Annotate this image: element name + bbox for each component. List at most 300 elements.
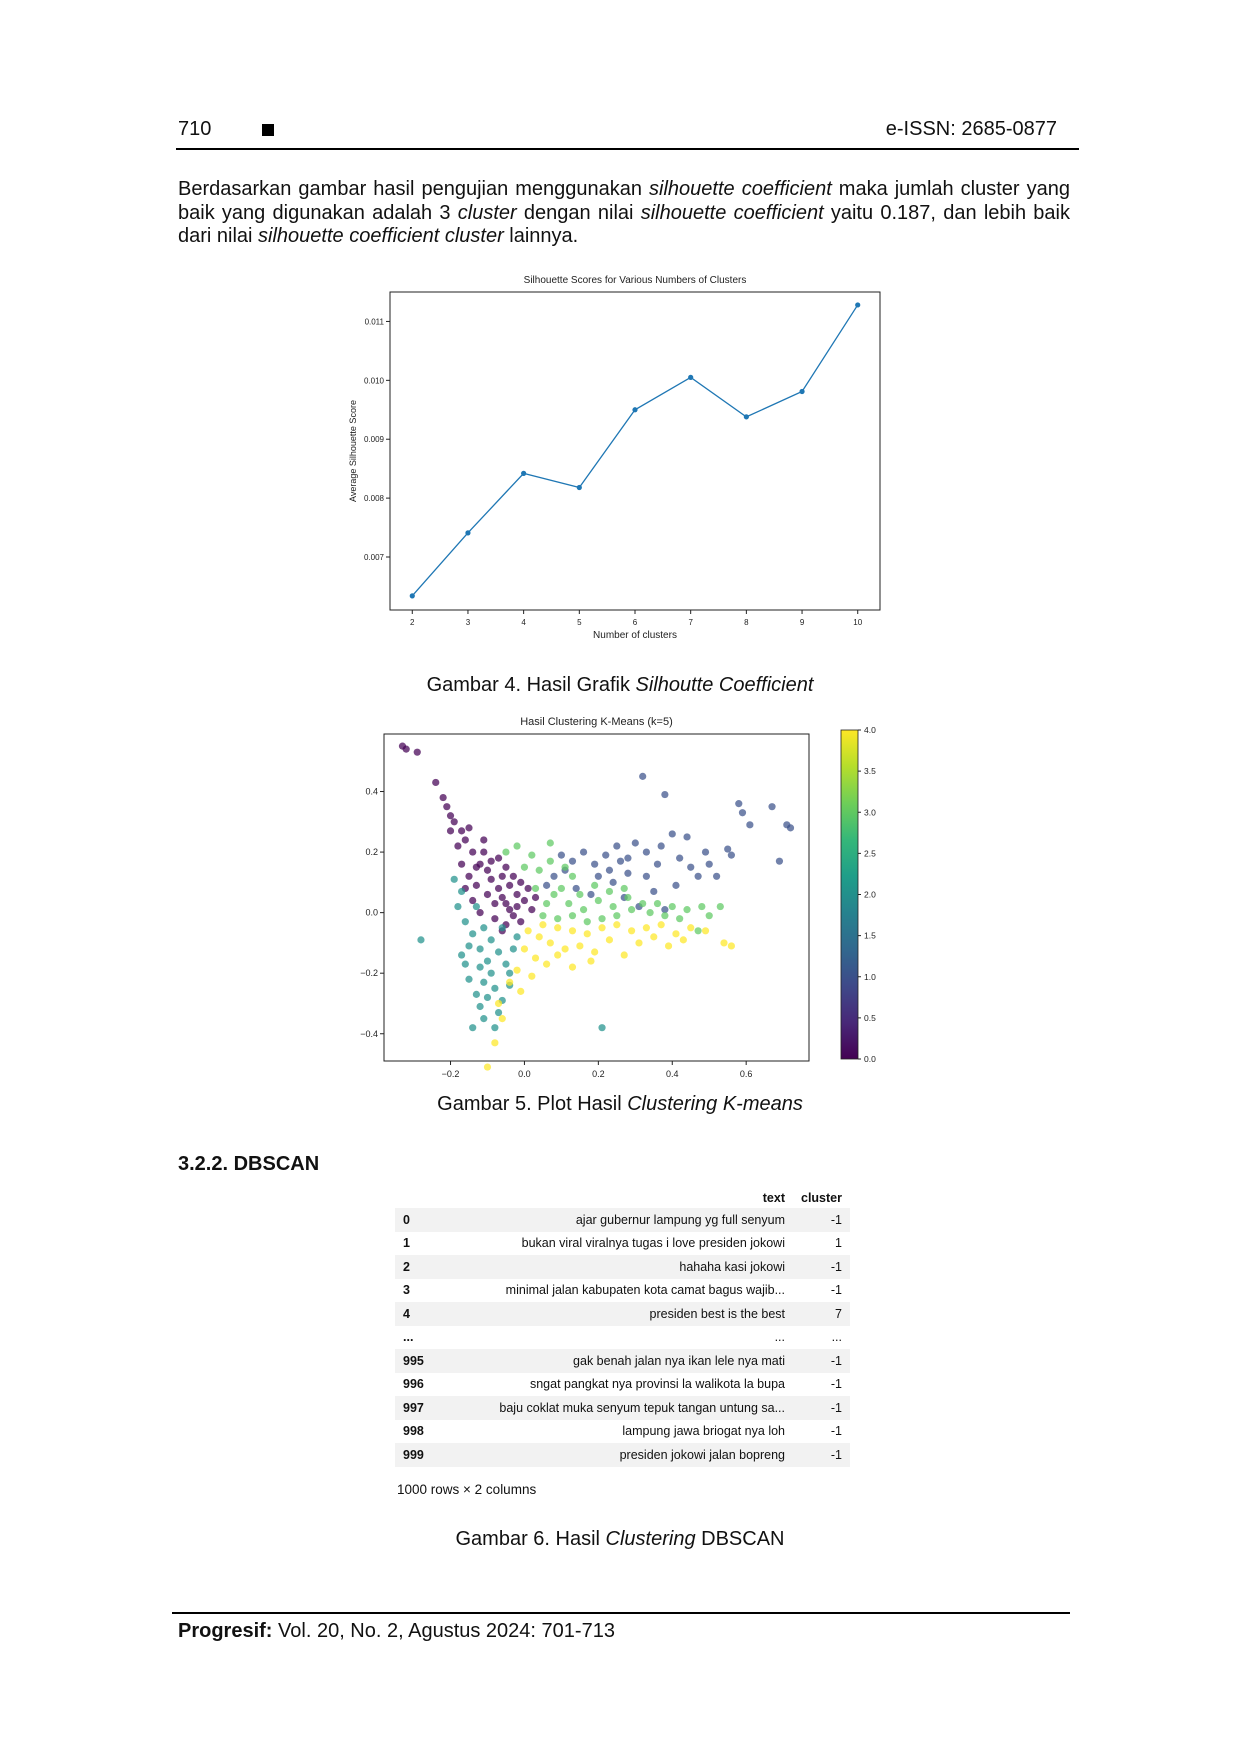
cluster-2-point xyxy=(480,924,487,931)
cluster-3-point xyxy=(565,900,572,907)
cluster-3-point xyxy=(624,894,631,901)
table-row xyxy=(395,1302,850,1326)
cluster-1-point xyxy=(687,864,694,871)
cluster-0-point xyxy=(403,746,410,753)
y-tick-label: 0.010 xyxy=(363,376,384,386)
cluster-0-point xyxy=(469,897,476,904)
x-tick-label: 7 xyxy=(688,618,693,627)
row-index: 999 xyxy=(395,1443,441,1467)
cluster-1-point xyxy=(739,809,746,816)
colorbar-tick-label: 4.0 xyxy=(864,725,876,735)
cluster-1-point xyxy=(580,848,587,855)
kmeans-scatter-chart xyxy=(340,712,900,1090)
cluster-3-point xyxy=(613,912,620,919)
cluster-2-point xyxy=(469,930,476,937)
cluster-3-point xyxy=(536,867,543,874)
cluster-1-point xyxy=(591,861,598,868)
cluster-2-point xyxy=(499,924,506,931)
row-cluster: -1 xyxy=(793,1396,850,1420)
cluster-3-point xyxy=(554,915,561,922)
cluster-3-point xyxy=(669,903,676,910)
intro-paragraph xyxy=(178,178,1070,249)
y-tick-label: 0.008 xyxy=(363,494,384,504)
cluster-1-point xyxy=(676,855,683,862)
text-column-header: text xyxy=(762,1191,785,1205)
cluster-0-point xyxy=(476,909,483,916)
table-row xyxy=(395,1255,850,1279)
row-index: 4 xyxy=(395,1302,441,1326)
intro-text-run: silhouette coefficient xyxy=(649,178,832,200)
cluster-3-point xyxy=(610,903,617,910)
table-row xyxy=(395,1279,850,1303)
cluster-1-point xyxy=(672,882,679,889)
row-index: ... xyxy=(403,1330,414,1345)
cluster-0-point xyxy=(510,912,517,919)
cluster-3-point xyxy=(576,891,583,898)
cluster-1-point xyxy=(639,773,646,780)
cluster-4-point xyxy=(621,951,628,958)
cluster-4-point xyxy=(658,921,665,928)
cluster-0-point xyxy=(473,882,480,889)
cluster-3-point xyxy=(646,909,653,916)
cluster-0-point xyxy=(414,749,421,756)
cluster-1-point xyxy=(661,791,668,798)
header-square-marker xyxy=(262,124,274,136)
cluster-2-point xyxy=(510,945,517,952)
cluster-1-point xyxy=(654,861,661,868)
colorbar-tick-label: 1.5 xyxy=(864,930,876,941)
cluster-2-point xyxy=(473,903,480,910)
x-tick-label: 10 xyxy=(853,618,863,627)
cluster-2-point xyxy=(491,1024,498,1031)
header-issn: e-ISSN: 2685-0877 xyxy=(885,118,1057,140)
cluster-2-point xyxy=(506,970,513,977)
row-cluster: 1 xyxy=(835,1236,842,1251)
cluster-2-point xyxy=(473,991,480,998)
row-text: ajar gubernur lampung yg full senyum xyxy=(441,1208,793,1232)
x-axis-label: Number of clusters xyxy=(593,630,677,641)
table-row xyxy=(395,1349,850,1373)
cluster-1-point xyxy=(658,842,665,849)
cluster-1-point xyxy=(695,873,702,880)
cluster-3-point xyxy=(639,900,646,907)
cluster-1-point xyxy=(643,873,650,880)
intro-text-run: Berdasarkan gambar hasil pengujian menggunakan xyxy=(178,178,650,200)
cluster-1-point xyxy=(650,888,657,895)
colorbar-tick-label: 3.5 xyxy=(864,766,876,777)
cluster-4-point xyxy=(680,936,687,943)
cluster-0-point xyxy=(510,873,517,880)
intro-text-run: lainnya. xyxy=(503,225,579,247)
cluster-3-point xyxy=(547,839,554,846)
table-body xyxy=(395,1208,850,1467)
row-cluster: -1 xyxy=(830,1283,842,1298)
cluster-3-point xyxy=(547,858,554,865)
cluster-3-point xyxy=(591,882,598,889)
cluster-2-point xyxy=(451,876,458,883)
cluster-0-point xyxy=(458,861,465,868)
cluster-2-point xyxy=(476,964,483,971)
cluster-4-point xyxy=(484,1063,491,1070)
table-row xyxy=(395,1208,850,1232)
cluster-4-point xyxy=(587,957,594,964)
cluster-2-point xyxy=(462,918,469,925)
footer xyxy=(178,1620,615,1643)
cluster-3-point xyxy=(584,918,591,925)
cluster-4-point xyxy=(672,930,679,937)
x-tick-label: 2 xyxy=(410,618,415,627)
cluster-0-point xyxy=(502,864,509,871)
silhouette-point-k5 xyxy=(577,485,582,490)
header-rule xyxy=(176,148,1079,150)
row-cluster: ... xyxy=(831,1330,842,1345)
cluster-2-point xyxy=(495,1009,502,1016)
x-tick-label: 3 xyxy=(465,618,471,627)
row-index: 0 xyxy=(395,1208,441,1232)
cluster-3-point xyxy=(621,885,628,892)
row-text: bukan viral viralnya tugas i love presiden jokowi xyxy=(521,1236,785,1251)
cluster-0-point xyxy=(513,903,520,910)
silhouette-series-line xyxy=(412,305,857,596)
colorbar-tick-label: 3.0 xyxy=(864,807,876,818)
plot-frame xyxy=(390,292,880,610)
cluster-2-point xyxy=(480,1015,487,1022)
cluster-2-point xyxy=(484,994,491,1001)
silhouette-point-k9 xyxy=(799,389,804,394)
cluster-2-point xyxy=(417,936,424,943)
silhouette-point-k7 xyxy=(688,375,693,380)
cluster-0-point xyxy=(506,906,513,913)
cluster-3-point xyxy=(558,885,565,892)
cluster-3-point xyxy=(661,912,668,919)
cluster-0-point xyxy=(495,885,502,892)
cluster-0-point xyxy=(447,812,454,819)
row-index: 997 xyxy=(395,1396,441,1420)
cluster-1-point xyxy=(746,821,753,828)
figure4-caption-prefix: Gambar 4. Hasil Grafik xyxy=(426,674,636,696)
cluster-0-point xyxy=(473,864,480,871)
row-index: 998 xyxy=(403,1424,424,1439)
cluster-4-point xyxy=(561,945,568,952)
cluster-3-point xyxy=(628,906,635,913)
cluster-2-point xyxy=(502,961,509,968)
y-tick-label: 0.4 xyxy=(365,786,378,797)
cluster-4-point xyxy=(613,921,620,928)
table-row xyxy=(395,1326,850,1350)
x-tick-label: 6 xyxy=(632,618,638,627)
row-text: sngat pangkat nya provinsi la walikota la bupa xyxy=(529,1377,785,1392)
table-header-row xyxy=(395,1188,850,1208)
cluster-1-point xyxy=(768,803,775,810)
cluster-0-point xyxy=(525,885,532,892)
row-index: 996 xyxy=(403,1377,424,1392)
footer-details: Vol. 20, No. 2, Agustus 2024: 701-713 xyxy=(272,1620,615,1642)
cluster-1-point xyxy=(617,858,624,865)
cluster-4-point xyxy=(491,1039,498,1046)
silhouette-line-chart xyxy=(340,270,900,650)
page-number: 710 xyxy=(178,118,212,140)
cluster-0-point xyxy=(488,858,495,865)
cluster-0-point xyxy=(484,891,491,898)
cluster-0-point xyxy=(440,794,447,801)
table-summary: 1000 rows × 2 columns xyxy=(397,1482,537,1497)
cluster-3-point xyxy=(580,906,587,913)
cluster-4-point xyxy=(650,933,657,940)
cluster-4-point xyxy=(702,927,709,934)
table-row xyxy=(395,1232,850,1256)
cluster-0-point xyxy=(484,867,491,874)
row-cluster: -1 xyxy=(793,1443,850,1467)
cluster-0-point xyxy=(488,876,495,883)
row-index: 1 xyxy=(403,1236,410,1251)
y-axis-label: Average Silhouette Score xyxy=(348,400,358,502)
cluster-1-point xyxy=(713,873,720,880)
cluster-3-point xyxy=(569,912,576,919)
cluster-0-point xyxy=(491,900,498,907)
figure5-caption xyxy=(0,1093,1240,1116)
intro-text-run: yaitu 0.187, dan lebih baik dari nilai xyxy=(178,201,1071,247)
cluster-0-point xyxy=(454,842,461,849)
y-tick-label: 0.011 xyxy=(364,317,384,327)
row-cluster: -1 xyxy=(793,1208,850,1232)
y-tick-label: −0.4 xyxy=(360,1028,378,1039)
y-tick-label: −0.2 xyxy=(360,968,378,979)
cluster-4-point xyxy=(528,973,535,980)
cluster-2-point xyxy=(476,945,483,952)
cluster-1-point xyxy=(569,858,576,865)
cluster-0-point xyxy=(517,879,524,886)
colorbar-tick-label: 1.0 xyxy=(864,971,876,982)
intro-text-run: cluster xyxy=(457,201,517,224)
cluster-3-point xyxy=(695,927,702,934)
table-row xyxy=(395,1396,850,1420)
cluster-3-point xyxy=(654,900,661,907)
cluster-3-point xyxy=(550,891,557,898)
cluster-0-point xyxy=(465,873,472,880)
cluster-3-point xyxy=(502,848,509,855)
cluster-4-point xyxy=(598,924,605,931)
cluster-0-point xyxy=(443,803,450,810)
cluster-4-point xyxy=(628,927,635,934)
cluster-3-point xyxy=(698,903,705,910)
row-cluster: 7 xyxy=(793,1302,850,1326)
row-index: 3 xyxy=(403,1283,410,1298)
cluster-2-point xyxy=(513,933,520,940)
y-tick-label: 0.2 xyxy=(365,847,378,858)
cluster-4-point xyxy=(539,921,546,928)
cluster-2-point xyxy=(480,979,487,986)
cluster-2-point xyxy=(598,1024,605,1031)
cluster-3-point xyxy=(706,912,713,919)
silhouette-point-k6 xyxy=(632,407,637,412)
cluster-3-point xyxy=(561,864,568,871)
cluster-3-point xyxy=(717,903,724,910)
cluster-0-point xyxy=(499,894,506,901)
cluster-1-point xyxy=(776,858,783,865)
y-tick-label: 0.007 xyxy=(363,553,384,562)
cluster-0-point xyxy=(432,779,439,786)
figure4-caption-italic: Silhoutte Coefficient xyxy=(635,674,814,696)
cluster-0-point xyxy=(517,918,524,925)
figure6-caption-prefix: Gambar 6. Hasil xyxy=(455,1528,606,1550)
chart-title: Silhouette Scores for Various Numbers of Clusters xyxy=(523,275,747,286)
cluster-1-point xyxy=(624,855,631,862)
figure4-caption xyxy=(0,674,1240,697)
cluster-4-point xyxy=(720,939,727,946)
y-tick-label: 0.0 xyxy=(365,907,378,918)
cluster-2-point xyxy=(458,951,465,958)
cluster-1-point xyxy=(728,852,735,859)
footer-journal: Progresif: xyxy=(178,1620,273,1642)
row-cluster: -1 xyxy=(830,1424,842,1439)
cluster-0-point xyxy=(480,836,487,843)
row-cluster: -1 xyxy=(793,1349,850,1373)
cluster-4-point xyxy=(543,961,550,968)
intro-text-run: silhouette coefficient cluster xyxy=(258,225,504,247)
cluster-4-point xyxy=(547,939,554,946)
cluster-1-point xyxy=(632,839,639,846)
figure5-caption-italic: Clustering K-means xyxy=(627,1093,803,1115)
intro-text-run: maka jumlah cluster yang baik yang digunakan adalah 3 xyxy=(178,178,1070,224)
cluster-3-point xyxy=(595,897,602,904)
silhouette-point-k2 xyxy=(410,593,415,598)
cluster-1-point xyxy=(669,830,676,837)
row-index: 995 xyxy=(395,1349,441,1373)
x-tick-label: 9 xyxy=(799,618,805,627)
cluster-2-point xyxy=(488,970,495,977)
cluster-0-point xyxy=(465,824,472,831)
cluster-1-point xyxy=(602,852,609,859)
row-text: gak benah jalan nya ikan lele nya mati xyxy=(441,1349,793,1373)
cluster-1-point xyxy=(643,848,650,855)
chart-title: Hasil Clustering K-Means (k=5) xyxy=(520,716,673,728)
silhouette-point-k8 xyxy=(744,414,749,419)
index-header xyxy=(395,1188,441,1208)
row-cluster: -1 xyxy=(793,1255,850,1279)
cluster-0-point xyxy=(528,906,535,913)
cluster-1-point xyxy=(543,882,550,889)
cluster-0-point xyxy=(469,848,476,855)
cluster-3-point xyxy=(532,885,539,892)
colorbar-tick-label: 2.0 xyxy=(864,889,876,900)
cluster-0-point xyxy=(458,827,465,834)
x-tick-label: 5 xyxy=(577,618,582,627)
x-tick-label: 0.6 xyxy=(739,1069,753,1079)
table-row xyxy=(395,1420,850,1444)
cluster-1-point xyxy=(550,873,557,880)
cluster-4-point xyxy=(521,945,528,952)
row-index: 2 xyxy=(395,1255,441,1279)
table-row xyxy=(395,1373,850,1397)
cluster-1-point xyxy=(573,885,580,892)
cluster-2-point xyxy=(465,976,472,983)
table-row xyxy=(395,1443,850,1467)
colorbar xyxy=(841,730,858,1059)
row-text: presiden best is the best xyxy=(441,1302,793,1326)
cluster-4-point xyxy=(635,939,642,946)
cluster-4-point xyxy=(495,1000,502,1007)
cluster-4-point xyxy=(569,927,576,934)
cluster-1-point xyxy=(706,861,713,868)
cluster-1-point xyxy=(613,842,620,849)
cluster-3-point xyxy=(598,915,605,922)
row-text: hahaha kasi jokowi xyxy=(441,1255,793,1279)
section-heading: 3.2.2. DBSCAN xyxy=(178,1153,320,1175)
cluster-2-point xyxy=(491,985,498,992)
cluster-0-point xyxy=(521,897,528,904)
cluster-0-point xyxy=(495,855,502,862)
x-tick-label: 0.4 xyxy=(666,1069,679,1079)
cluster-4-point xyxy=(591,948,598,955)
cluster-3-point xyxy=(683,906,690,913)
cluster-4-point xyxy=(665,942,672,949)
cluster-1-point xyxy=(587,891,594,898)
cluster-0-point xyxy=(462,836,469,843)
cluster-2-point xyxy=(454,903,461,910)
cluster-2-point xyxy=(458,888,465,895)
cluster-0-point xyxy=(480,848,487,855)
cluster-1-point xyxy=(702,848,709,855)
footer-rule xyxy=(172,1612,1070,1614)
cluster-4-point xyxy=(584,930,591,937)
row-text: ... xyxy=(774,1330,785,1345)
cluster-2-point xyxy=(495,948,502,955)
cluster-3-point xyxy=(539,912,546,919)
cluster-1-point xyxy=(558,852,565,859)
x-tick-label: 4 xyxy=(521,618,526,627)
cluster-2-point xyxy=(469,1024,476,1031)
x-tick-label: 0.0 xyxy=(518,1069,531,1079)
cluster-0-point xyxy=(491,915,498,922)
cluster-2-point xyxy=(484,957,491,964)
cluster-1-point xyxy=(606,867,613,874)
cluster-1-point xyxy=(624,870,631,877)
cluster-2-point xyxy=(488,936,495,943)
y-tick-label: 0.009 xyxy=(363,435,384,445)
row-text: baju coklat muka senyum tepuk tangan untung sa... xyxy=(441,1396,793,1420)
cluster-2-point xyxy=(462,961,469,968)
cluster-0-point xyxy=(451,818,458,825)
cluster-2-point xyxy=(465,942,472,949)
cluster-1-point xyxy=(787,824,794,831)
cluster-1-point xyxy=(610,879,617,886)
cluster-3-point xyxy=(569,873,576,880)
x-tick-label: 8 xyxy=(744,618,749,627)
cluster-3-point xyxy=(543,900,550,907)
cluster-4-point xyxy=(643,924,650,931)
figure6-caption xyxy=(0,1528,1240,1551)
figure5-caption-prefix: Gambar 5. Plot Hasil xyxy=(437,1093,628,1115)
cluster-4-point xyxy=(525,927,532,934)
cluster-4-point xyxy=(532,954,539,961)
figure6-caption-italic: Clustering xyxy=(605,1528,696,1550)
cluster-4-point xyxy=(517,988,524,995)
cluster-1-point xyxy=(595,873,602,880)
dbscan-result-table xyxy=(395,1188,850,1467)
cluster-4-point xyxy=(687,924,694,931)
cluster-3-point xyxy=(513,842,520,849)
cluster-2-point xyxy=(476,1003,483,1010)
cluster-3-point xyxy=(528,852,535,859)
cluster-3-point xyxy=(606,888,613,895)
x-tick-label: 0.2 xyxy=(592,1069,605,1079)
row-text: presiden jokowi jalan bopreng xyxy=(441,1443,793,1467)
cluster-4-point xyxy=(606,936,613,943)
silhouette-point-k3 xyxy=(465,530,470,535)
row-text: lampung jawa briogat nya loh xyxy=(622,1424,785,1439)
cluster-0-point xyxy=(513,891,520,898)
colorbar-tick-label: 2.5 xyxy=(864,848,876,859)
